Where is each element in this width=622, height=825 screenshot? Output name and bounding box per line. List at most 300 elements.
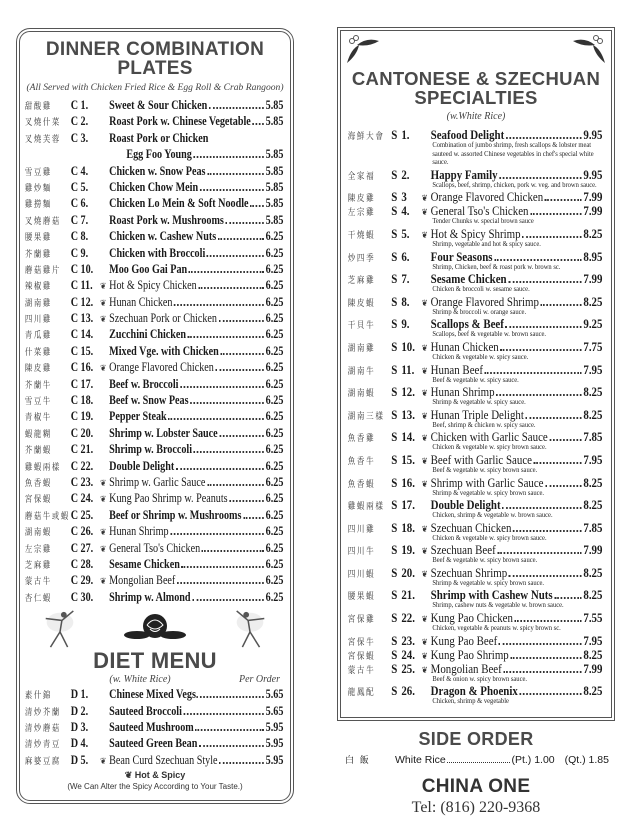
menu-item[interactable] xyxy=(20,294,290,310)
item-code: S xyxy=(391,646,398,662)
item-name: Hunan Chicken xyxy=(109,294,173,309)
item-description: Chicken & vegetable w. spicy brown sauce. xyxy=(432,532,547,542)
item-number: 20. xyxy=(401,564,415,580)
menu-item-row xyxy=(20,326,290,342)
dot-leader xyxy=(177,582,264,584)
menu-item-row xyxy=(20,752,290,768)
menu-item[interactable] xyxy=(341,543,611,565)
dot-leader xyxy=(219,762,264,764)
chinese-name: 叉燒蘑菇 xyxy=(24,216,61,227)
menu-item[interactable] xyxy=(341,588,611,610)
item-price: 6.25 xyxy=(265,589,284,604)
item-name: Bean Curd Szechuan Style xyxy=(109,752,218,767)
chinese-name: 素什錦 xyxy=(24,691,52,702)
menu-item[interactable] xyxy=(341,204,611,226)
item-code: S xyxy=(391,293,398,309)
menu-item[interactable] xyxy=(341,408,611,430)
spicy-icon: ❦ xyxy=(421,229,428,240)
item-name: Roast Pork w. Chinese Vegetable xyxy=(109,114,251,129)
item-description: Chicken, shrimp & vegetable w. brown sauce. xyxy=(432,510,553,520)
menu-item[interactable] xyxy=(20,228,290,244)
menu-item[interactable] xyxy=(20,523,290,539)
dot-leader xyxy=(519,693,581,695)
dot-leader xyxy=(188,336,264,338)
menu-item-row xyxy=(20,310,290,326)
menu-item[interactable] xyxy=(341,363,611,385)
menu-item[interactable] xyxy=(341,128,611,167)
item-name: Mongolian Beef xyxy=(109,573,176,588)
spicy-icon: ❦ xyxy=(421,455,428,466)
menu-item[interactable] xyxy=(20,425,290,441)
menu-item-row xyxy=(20,376,290,392)
chinese-name: 陳皮雞 xyxy=(24,364,52,375)
item-number: 26. xyxy=(80,524,94,539)
spicy-icon: ❦ xyxy=(100,494,107,505)
item-description: Chicken, shrimp & vegetable xyxy=(432,696,509,706)
menu-item[interactable] xyxy=(20,474,290,490)
chinese-name: 湖南蝦 xyxy=(347,389,376,400)
chinese-name: 芝麻雞 xyxy=(347,276,376,287)
item-number: 16. xyxy=(80,360,94,375)
item-code: C xyxy=(70,409,79,424)
menu-item[interactable] xyxy=(20,179,290,195)
item-price: 6.25 xyxy=(265,327,284,342)
menu-item-row xyxy=(20,540,290,556)
menu-item[interactable] xyxy=(341,295,611,317)
menu-item-row xyxy=(20,97,290,113)
chinese-name: 辣椒雞 xyxy=(24,282,52,293)
item-code: S xyxy=(391,451,398,467)
item-number: 8. xyxy=(80,229,89,244)
menu-item[interactable] xyxy=(341,611,611,633)
spicy-icon: ❦ xyxy=(421,193,428,204)
menu-item-row xyxy=(20,343,290,359)
item-number: 17. xyxy=(401,497,415,513)
menu-item[interactable] xyxy=(341,684,611,706)
item-name: Beef with Garlic Sauce xyxy=(430,451,533,467)
item-number: 18. xyxy=(80,393,94,408)
item-description: Scallops, beef, shrimp, chicken, pork w. veg. and brown sauce. xyxy=(432,179,597,189)
item-name: Beef or Shrimp w. Mushrooms xyxy=(109,507,242,522)
chinese-name: 雞蝦兩樣 xyxy=(24,462,61,473)
item-code: S xyxy=(391,316,398,332)
menu-item-row xyxy=(341,168,611,181)
spicy-icon: ❦ xyxy=(421,342,428,353)
item-name: Chicken with Garlic Sauce xyxy=(430,429,548,445)
menu-item[interactable] xyxy=(20,572,290,588)
item-description: Scallops, beef & vegetable w. brown sauce. xyxy=(432,329,547,339)
item-price: 9.95 xyxy=(583,127,603,142)
chinese-name: 蘑菇牛或蝦 xyxy=(24,511,70,522)
chinese-name: 宮保雞 xyxy=(347,615,376,626)
menu-item[interactable] xyxy=(341,168,611,190)
item-name: Chicken with Broccoli xyxy=(109,245,206,260)
hot-spicy-legend xyxy=(20,770,290,781)
item-number: 2. xyxy=(401,166,410,182)
item-price: 8.25 xyxy=(583,497,603,513)
item-number: 22. xyxy=(401,610,415,626)
item-code: D xyxy=(70,719,79,734)
diet-item-list xyxy=(20,686,290,768)
item-code: C xyxy=(70,556,79,571)
dot-leader xyxy=(502,507,581,509)
item-price: 7.95 xyxy=(583,632,603,648)
menu-item[interactable] xyxy=(341,227,611,249)
chinese-name: 陳皮雞 xyxy=(347,194,376,205)
chinese-name: 青椒牛 xyxy=(24,413,52,424)
menu-item[interactable] xyxy=(20,735,290,751)
item-price: 5.85 xyxy=(265,212,284,227)
item-name: Shrimp w. Lobster Sauce xyxy=(109,425,218,440)
item-price: 8.25 xyxy=(583,683,603,699)
item-name: Roast Pork or Chicken xyxy=(109,130,209,145)
specialties-subtitle: (w.White Rice) xyxy=(446,111,506,122)
menu-item[interactable] xyxy=(20,507,290,523)
item-code: S xyxy=(391,429,398,445)
chinese-name: 雞撈麵 xyxy=(24,200,52,211)
menu-item-row xyxy=(341,408,611,421)
item-code: S xyxy=(391,338,398,354)
chinese-name: 芥蘭雞 xyxy=(24,249,52,260)
item-description: Shrimp, cashew nuts & vegetable w. brown sauce. xyxy=(432,600,564,610)
dot-leader xyxy=(496,394,582,396)
chinese-name: 魚香雞 xyxy=(347,434,376,445)
menu-item[interactable] xyxy=(341,430,611,452)
restaurant-phone[interactable]: Tel: (816) 220-9368 xyxy=(411,798,541,816)
item-number: 14. xyxy=(401,429,415,445)
item-number: 10. xyxy=(80,261,94,276)
item-name: Mongolian Beef xyxy=(430,660,502,676)
menu-item[interactable] xyxy=(341,317,611,339)
diet-menu-title: DIET MENU xyxy=(93,648,217,674)
item-code: S xyxy=(391,660,398,676)
menu-item[interactable] xyxy=(341,634,611,647)
spicy-icon: ❦ xyxy=(421,410,428,421)
spicy-note: (We Can Alter the Spicy According to Your Taste.) xyxy=(67,782,243,792)
menu-item-row-2 xyxy=(20,146,290,162)
menu-item[interactable] xyxy=(20,195,290,211)
item-code: C xyxy=(70,474,79,489)
item-price: 8.25 xyxy=(583,646,603,662)
menu-item[interactable] xyxy=(20,97,290,113)
item-number: 15. xyxy=(401,451,415,467)
menu-item[interactable] xyxy=(20,277,290,293)
chinese-name: 芥蘭蝦 xyxy=(24,446,52,457)
menu-item[interactable] xyxy=(341,662,611,684)
item-number: 1. xyxy=(401,127,410,142)
menu-item[interactable] xyxy=(341,498,611,520)
menu-item-row xyxy=(20,392,290,408)
menu-item[interactable] xyxy=(341,190,611,203)
spicy-icon: ❦ xyxy=(100,527,107,538)
menu-item[interactable] xyxy=(20,589,290,605)
item-code: S xyxy=(391,474,398,490)
menu-item[interactable] xyxy=(20,130,290,163)
item-price: 6.25 xyxy=(265,261,284,276)
chinese-name: 甜酸雞 xyxy=(24,102,52,112)
item-price: 5.85 xyxy=(265,179,284,194)
menu-item[interactable] xyxy=(20,245,290,261)
dot-leader xyxy=(485,372,582,374)
menu-item[interactable] xyxy=(20,540,290,556)
item-description: Beef, shrimp & chicken w. spicy sauce. xyxy=(432,419,536,429)
chinese-name: 清炒芥蘭 xyxy=(24,707,61,718)
dot-leader xyxy=(494,259,582,261)
item-name: Kung Pao Chicken xyxy=(430,610,513,626)
item-name: Hunan Chicken xyxy=(430,338,499,354)
menu-item[interactable] xyxy=(20,408,290,424)
dot-leader xyxy=(194,451,264,453)
item-price: 9.95 xyxy=(583,166,603,182)
item-description: Shrimp, Chicken, beef & roast pork w. brown sc. xyxy=(432,261,561,271)
menu-item[interactable] xyxy=(20,392,290,408)
item-name: Shrimp w. Broccoli xyxy=(109,442,193,457)
menu-item[interactable] xyxy=(341,476,611,498)
menu-item[interactable] xyxy=(20,441,290,457)
dot-leader xyxy=(216,369,265,371)
item-code: S xyxy=(391,632,398,648)
menu-item[interactable] xyxy=(20,376,290,392)
chinese-name: 雞炒麵 xyxy=(24,183,52,194)
item-price: 6.25 xyxy=(265,311,284,326)
item-number: 19. xyxy=(401,542,415,558)
menu-item-row xyxy=(341,634,611,647)
chinese-name: 龍鳳配 xyxy=(347,688,376,699)
menu-item-row xyxy=(20,474,290,490)
menu-item[interactable] xyxy=(341,385,611,407)
spicy-icon: ❦ xyxy=(100,477,107,488)
item-number: 5. xyxy=(80,752,89,767)
item-price: 6.25 xyxy=(265,360,284,375)
chinese-name: 炒四季 xyxy=(347,253,376,264)
item-name: Orange Flavored Chicken xyxy=(109,360,214,375)
menu-item-row xyxy=(20,113,290,129)
item-number: 10. xyxy=(401,338,415,354)
item-price: 5.65 xyxy=(265,703,284,718)
item-code: S xyxy=(391,203,398,219)
dot-leader xyxy=(522,236,581,238)
item-number: 13. xyxy=(401,406,415,422)
menu-item-row xyxy=(341,190,611,203)
chinese-name: 叉燒芙蓉 xyxy=(24,134,61,145)
item-name: Kung Pao Shrimp w. Peanuts xyxy=(109,491,228,506)
dot-leader xyxy=(500,349,581,351)
chinese-name: 宮保牛 xyxy=(347,637,376,648)
item-description: Shrimp & vegetable w. spicy brown sauce. xyxy=(432,487,545,497)
item-number: 25. xyxy=(80,507,94,522)
dinner-title-2: PLATES xyxy=(117,58,193,79)
item-name: Mixed Vge. with Chicken xyxy=(109,343,219,358)
spicy-icon: ❦ xyxy=(421,365,428,376)
item-number: 21. xyxy=(80,442,94,457)
spicy-icon: ❦ xyxy=(421,478,428,489)
menu-item[interactable] xyxy=(20,359,290,375)
item-code: C xyxy=(70,261,79,276)
item-name: Seafood Delight xyxy=(430,127,505,142)
spicy-icon: ❦ xyxy=(421,650,428,661)
dot-leader xyxy=(503,671,581,673)
menu-item[interactable] xyxy=(20,261,290,277)
menu-item-row xyxy=(20,228,290,244)
dot-leader xyxy=(225,222,264,224)
dot-leader xyxy=(526,417,582,419)
item-name: Shrimp with Cashew Nuts xyxy=(430,587,553,603)
item-number: 19. xyxy=(80,409,94,424)
spicy-icon: ❦ xyxy=(421,568,428,579)
item-code: S xyxy=(391,497,398,513)
item-price: 8.25 xyxy=(583,293,603,309)
menu-item[interactable] xyxy=(20,343,290,359)
menu-item[interactable] xyxy=(20,490,290,506)
item-name: Dragon & Phoenix xyxy=(430,683,518,699)
dancer-icon xyxy=(42,609,78,649)
chinese-name: 蒙古牛 xyxy=(347,665,376,676)
chinese-name: 湖南三樣 xyxy=(347,411,385,422)
item-price: 7.85 xyxy=(583,519,603,535)
menu-item[interactable] xyxy=(20,719,290,735)
chinese-name: 清炒青豆 xyxy=(24,740,61,751)
item-price: 8.25 xyxy=(583,587,603,603)
item-number: 12. xyxy=(401,384,415,400)
item-name: Hot & Spicy Shrimp xyxy=(430,225,521,241)
item-number: 5. xyxy=(80,179,89,194)
item-number: 26. xyxy=(401,683,415,699)
chinese-name: 蝦龍糊 xyxy=(24,429,52,440)
item-description: Beef & vegetable w. spicy brown sauce. xyxy=(432,464,538,474)
item-name: Shrimp w. Almond xyxy=(109,589,191,604)
item-number: 2. xyxy=(80,703,89,718)
item-code: C xyxy=(70,393,79,408)
item-price: 6.25 xyxy=(265,393,284,408)
chinese-name: 湖南雞 xyxy=(24,298,52,309)
item-price: 5.95 xyxy=(265,719,284,734)
item-code: C xyxy=(70,573,79,588)
chinese-name: 干貝牛 xyxy=(347,321,376,332)
side-order-pint-price: (Pt.) 1.00 xyxy=(511,753,555,766)
spicy-icon: ❦ xyxy=(421,207,428,218)
menu-item[interactable] xyxy=(341,453,611,475)
item-code: S xyxy=(391,610,398,626)
menu-item-row xyxy=(20,130,290,146)
item-number: 3. xyxy=(80,719,89,734)
menu-item[interactable] xyxy=(20,212,290,228)
menu-item[interactable] xyxy=(20,703,290,719)
specialties-item-list xyxy=(341,128,611,706)
menu-item[interactable] xyxy=(20,458,290,474)
item-code: C xyxy=(70,245,79,260)
item-description: Shrimp, vegetable and hot & spicy sauce. xyxy=(432,238,541,248)
item-number: 23. xyxy=(80,474,94,489)
chinese-name: 芥蘭牛 xyxy=(24,380,52,391)
item-code: D xyxy=(70,687,79,702)
menu-item[interactable] xyxy=(20,556,290,572)
spicy-icon: ❦ xyxy=(421,433,428,444)
dot-leader xyxy=(198,287,264,289)
item-name: Beef w. Snow Peas xyxy=(109,393,189,408)
menu-item[interactable] xyxy=(341,272,611,294)
menu-item-row xyxy=(20,523,290,539)
menu-item[interactable] xyxy=(20,163,290,179)
chinese-name: 腰果蝦 xyxy=(347,592,376,603)
item-description: Tender Chunks w. special brown sauce xyxy=(432,216,534,226)
menu-item[interactable] xyxy=(20,113,290,129)
chinese-name: 全家福 xyxy=(347,171,376,182)
menu-item-row xyxy=(20,294,290,310)
item-number: 22. xyxy=(80,458,94,473)
menu-item[interactable] xyxy=(341,250,611,272)
dot-leader xyxy=(199,745,264,747)
spicy-icon: ❦ xyxy=(100,755,107,766)
item-number: 27. xyxy=(80,540,94,555)
menu-item-row xyxy=(20,735,290,751)
chinese-name: 蘑菇雞片 xyxy=(24,265,61,276)
dot-leader xyxy=(541,304,582,306)
item-code: C xyxy=(70,98,79,112)
item-code: S xyxy=(391,384,398,400)
menu-item[interactable] xyxy=(20,310,290,326)
item-number: 24. xyxy=(80,491,94,506)
menu-item[interactable] xyxy=(341,521,611,543)
dot-leader xyxy=(506,137,582,139)
dot-leader xyxy=(176,468,264,470)
item-number: 6. xyxy=(401,248,410,264)
dot-leader xyxy=(515,620,582,622)
item-description: Chicken & vegetable w. spicy sauce. xyxy=(432,351,529,361)
menu-item[interactable] xyxy=(341,340,611,362)
item-price: 6.25 xyxy=(265,294,284,309)
menu-item[interactable] xyxy=(20,752,290,768)
dinner-subtitle: (All Served with Chicken Fried Rice & Egg Roll & Crab Rangoon) xyxy=(26,82,284,93)
dot-leader xyxy=(252,123,264,125)
item-description: Chicken & broccoli w. sesame sauce. xyxy=(432,284,530,294)
item-number: 13. xyxy=(80,311,94,326)
spicy-icon: ❦ xyxy=(421,297,428,308)
chinese-name: 四川蝦 xyxy=(347,569,376,580)
menu-item-row xyxy=(20,408,290,424)
menu-item[interactable] xyxy=(341,566,611,588)
dot-leader xyxy=(170,533,264,535)
dot-leader xyxy=(510,657,581,659)
item-number: 17. xyxy=(80,376,94,391)
item-code: C xyxy=(70,442,79,457)
item-number: 16. xyxy=(401,474,415,490)
chinese-name: 魚香蝦 xyxy=(24,478,52,489)
menu-item[interactable] xyxy=(20,326,290,342)
item-price: 6.25 xyxy=(265,573,284,588)
dot-leader xyxy=(181,566,264,568)
chinese-name: 左宗雞 xyxy=(347,208,376,219)
menu-item-row xyxy=(20,277,290,293)
item-price: 6.25 xyxy=(265,229,284,244)
item-name: Chicken w. Cashew Nuts xyxy=(109,229,217,244)
diet-subtitle: (w. White Rice) xyxy=(109,674,171,686)
item-price: 7.85 xyxy=(583,429,603,445)
spicy-icon: ❦ xyxy=(100,363,107,374)
dot-leader xyxy=(192,599,264,601)
item-number: 11. xyxy=(401,361,415,377)
menu-item-row xyxy=(20,589,290,605)
item-name: Kung Pao Beef xyxy=(430,632,498,648)
dot-leader xyxy=(200,696,264,698)
chinese-name: 四川牛 xyxy=(347,547,376,558)
item-code: S xyxy=(391,587,398,603)
item-price: 8.25 xyxy=(583,384,603,400)
chinese-name: 湖南雞 xyxy=(347,343,376,354)
menu-item-row xyxy=(20,490,290,506)
item-code: C xyxy=(70,114,79,129)
item-price: 5.85 xyxy=(265,196,284,211)
menu-item[interactable] xyxy=(20,686,290,702)
